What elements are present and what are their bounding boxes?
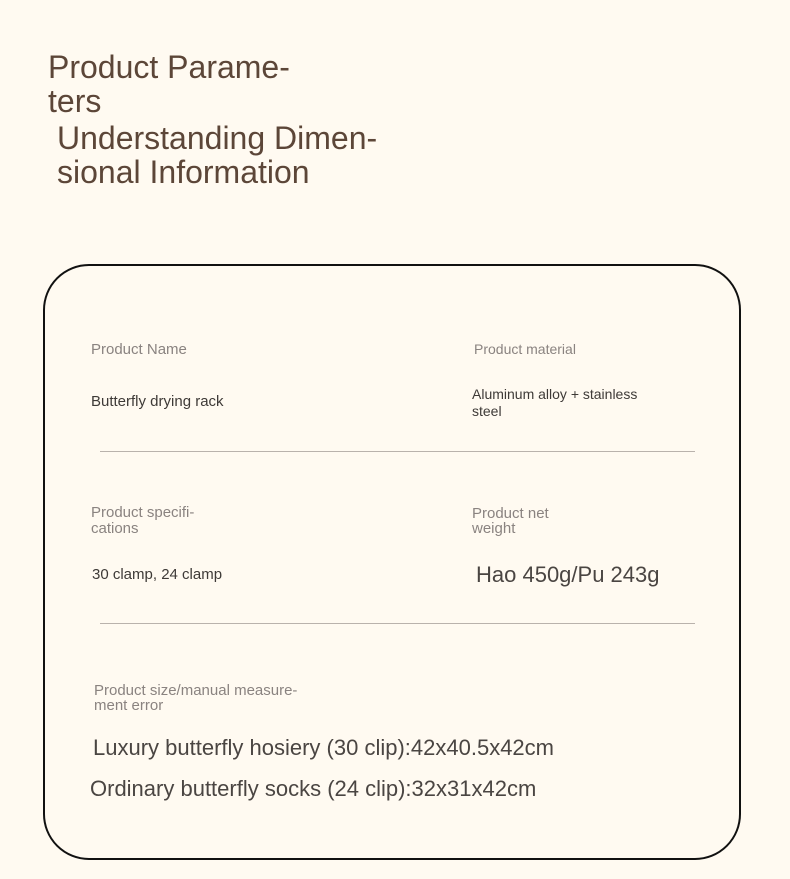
product-size-label-line: ment error	[94, 697, 164, 714]
product-net-weight-value: Hao 450g/Pu 243g	[476, 562, 660, 587]
product-material-value	[472, 386, 637, 420]
product-net-weight-label-line: weight	[472, 520, 516, 537]
row-divider	[100, 451, 695, 452]
product-specifications-label	[91, 505, 194, 537]
page-title-line: ters	[48, 83, 102, 119]
page-title	[48, 50, 428, 189]
product-net-weight-label	[472, 506, 549, 536]
product-size-label-line: Product size/manual measure-	[94, 682, 298, 699]
page-title-line: Product Parame-	[48, 49, 290, 85]
row-divider	[100, 623, 695, 624]
page-subtitle-line: Understanding Dimen-	[57, 120, 378, 156]
product-material-value-line: steel	[472, 403, 502, 419]
product-net-weight-label-line: Product net	[472, 505, 549, 522]
product-specifications-label-line: cations	[91, 520, 139, 537]
product-specifications-value: 30 clamp, 24 clamp	[92, 566, 223, 583]
product-specifications-label-line: Product specifi-	[91, 504, 195, 521]
page-subtitle-line: sional Information	[57, 154, 310, 190]
product-size-value-luxury: Luxury butterfly hosiery (30 clip):42x40.5x42cm	[93, 735, 554, 760]
product-material-label: Product material	[474, 341, 576, 357]
product-material-value-line: Aluminum alloy + stainless	[472, 386, 638, 402]
product-size-value-ordinary: Ordinary butterfly socks (24 clip):32x31x42cm	[90, 776, 537, 801]
product-name-value: Butterfly drying rack	[91, 393, 224, 410]
product-name-label: Product Name	[91, 341, 187, 358]
product-size-label	[94, 683, 297, 713]
